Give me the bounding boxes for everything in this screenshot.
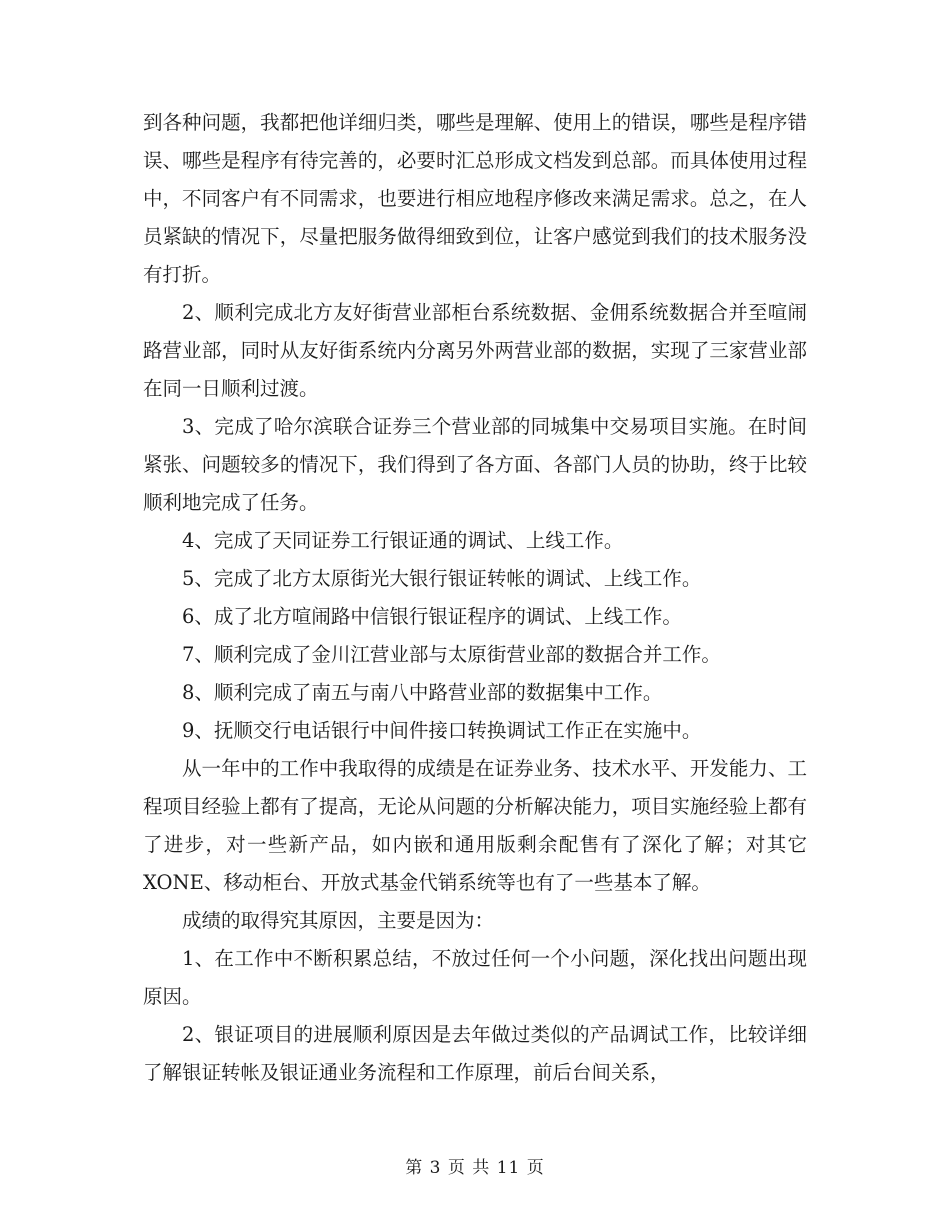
paragraph: 8、顺利完成了南五与南八中路营业部的数据集中工作。 (182, 681, 663, 704)
paragraph: 5、完成了北方太原街光大银行银证转帐的调试、上线工作。 (182, 567, 702, 590)
document-body (143, 104, 807, 1092)
paragraph: 2、顺利完成北方友好街营业部柜台系统数据、金佣系统数据合并至喧闹路营业部，同时从友好街系统内分离另外两营业部的数据，实现了三家营业部在同一日顺利过渡。 (143, 301, 807, 400)
page-number-footer: 第 3 页 共 11 页 (405, 1158, 545, 1178)
paragraph: 从一年中的工作中我取得的成绩是在证券业务、技术水平、开发能力、工程项目经验上都有了提高，无论从问题的分析解决能力，项目实施经验上都有了进步，对一些新产品，如内嵌和通用版剩余配售有了深化了解；对其它XONE、移动柜台、开放式基金代销系统等也有了一些基本了解。 (143, 757, 807, 894)
paragraph: 4、完成了天同证券工行银证通的调试、上线工作。 (182, 529, 624, 552)
paragraph: 2、银证项目的进展顺利原因是去年做过类似的产品调试工作，比较详细了解银证转帐及银证通业务流程和工作原理，前后台间关系， (143, 1023, 807, 1084)
paragraph: 6、成了北方喧闹路中信银行银证程序的调试、上线工作。 (182, 605, 682, 628)
paragraph: 1、在工作中不断积累总结，不放过任何一个小问题，深化找出问题出现原因。 (143, 947, 807, 1008)
paragraph: 到各种问题，我都把他详细归类，哪些是理解、使用上的错误，哪些是程序错误、哪些是程序有待完善的，必要时汇总形成文档发到总部。而具体使用过程中，不同客户有不同需求，也要进行相应地程序修改来满足需求。总之，在人员紧缺的情况下，尽量把服务做得细致到位，让客户感觉到我们的技术服务没有打折。 (143, 111, 807, 286)
paragraph: 成绩的取得究其原因，主要是因为： (182, 909, 495, 932)
paragraph: 7、顺利完成了金川江营业部与太原街营业部的数据合并工作。 (182, 643, 721, 666)
paragraph: 3、完成了哈尔滨联合证券三个营业部的同城集中交易项目实施。在时间紧张、问题较多的情况下，我们得到了各方面、各部门人员的协助，终于比较顺利地完成了任务。 (143, 415, 807, 514)
paragraph: 9、抚顺交行电话银行中间件接口转换调试工作正在实施中。 (182, 719, 702, 742)
